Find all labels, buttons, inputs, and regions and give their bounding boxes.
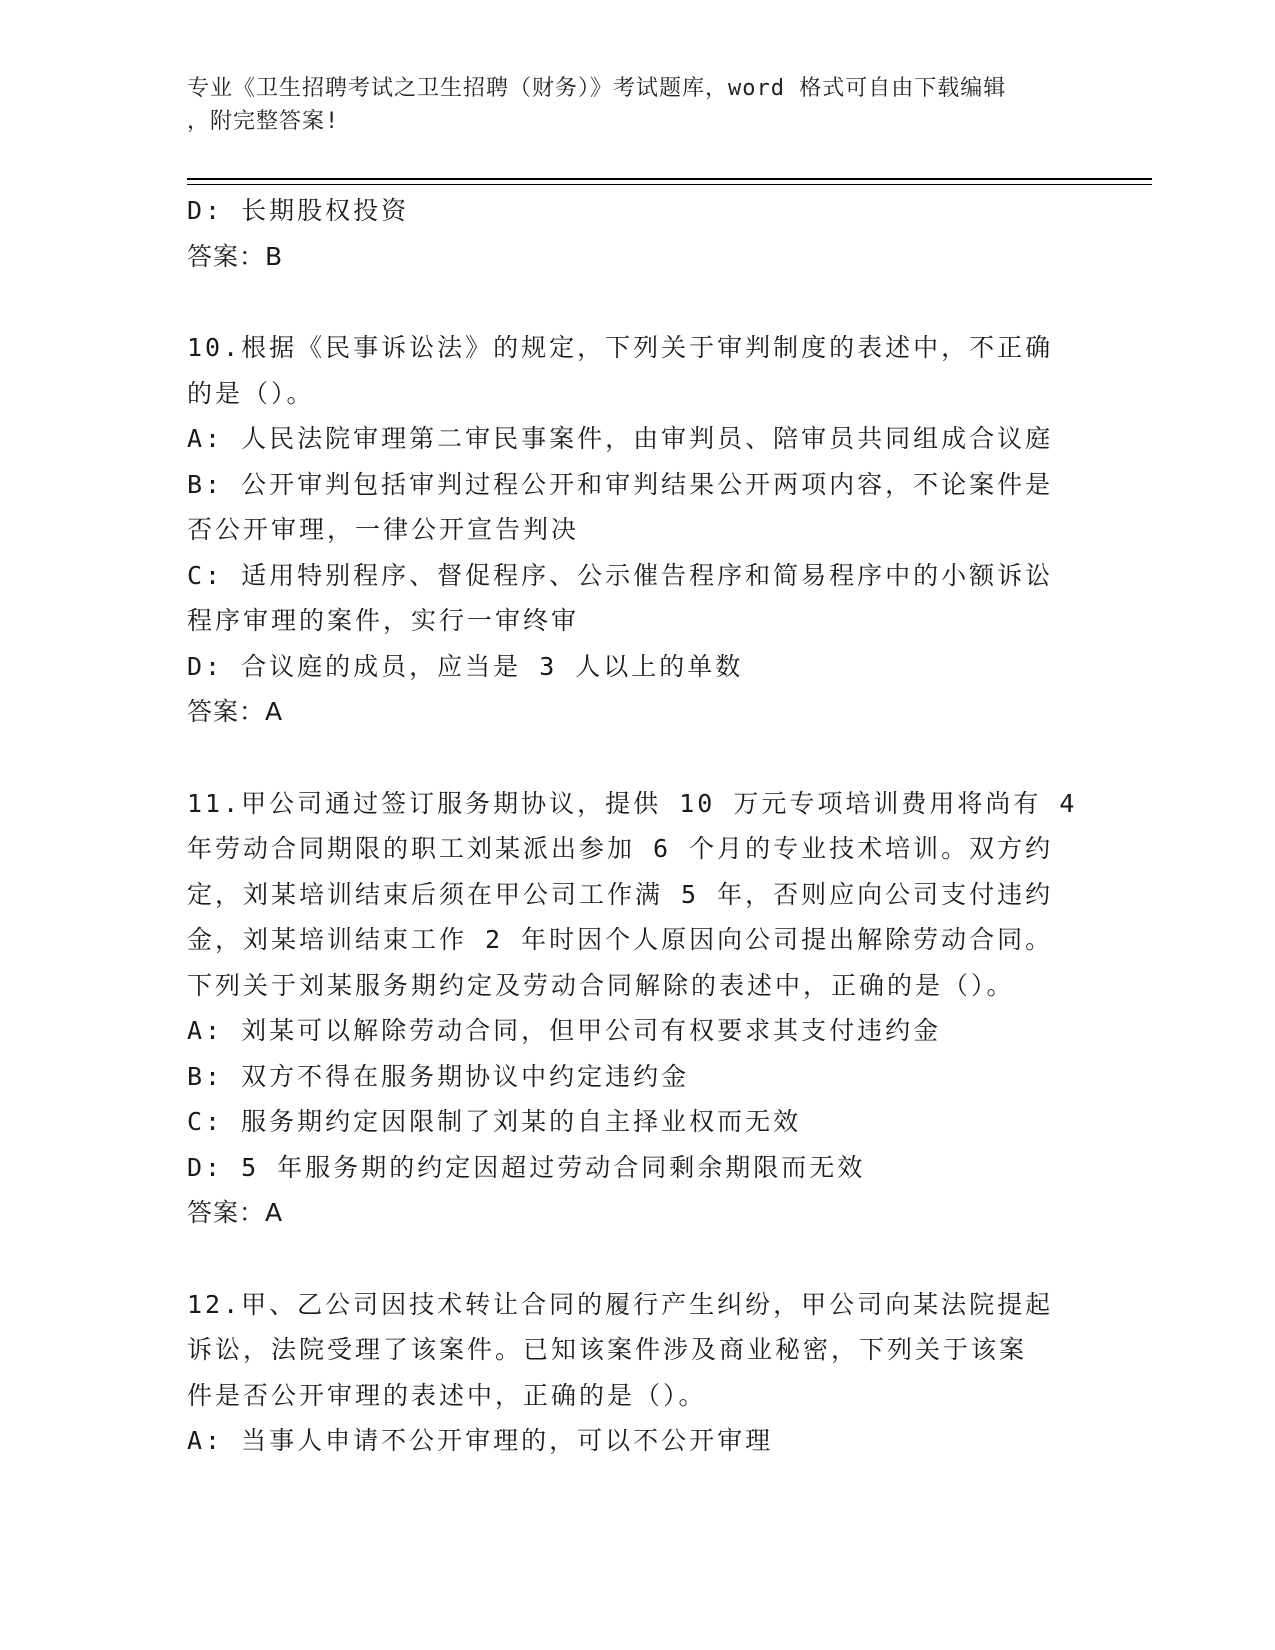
option-d: D: 合议庭的成员，应当是 3 人以上的单数 xyxy=(187,651,744,681)
question-stem: 金，刘某培训结束工作 2 年时因个人原因向公司提出解除劳动合同。 xyxy=(187,925,1054,954)
spacer xyxy=(187,279,1087,325)
document-header xyxy=(187,72,1087,138)
header-line-1: 专业《卫生招聘考试之卫生招聘（财务）》考试题库，word 格式可自由下载编辑 xyxy=(187,76,1007,101)
question-stem: 11.甲公司通过签订服务期协议，提供 10 万元专项培训费用将尚有 4 xyxy=(187,788,1078,818)
header-rule-thick xyxy=(187,178,1152,180)
answer-line: 答案：A xyxy=(187,697,284,726)
option-a: A: 刘某可以解除劳动合同，但甲公司有权要求其支付违约金 xyxy=(187,1016,942,1045)
spacer xyxy=(187,1236,1087,1282)
answer-line: 答案：A xyxy=(187,1198,284,1227)
question-stem: 下列关于刘某服务期约定及劳动合同解除的表述中，正确的是（）。 xyxy=(187,970,1015,1000)
option-a: A: 当事人申请不公开审理的，可以不公开审理 xyxy=(187,1426,774,1455)
question-10 xyxy=(187,325,1087,735)
option-b: B: 双方不得在服务期协议中约定违约金 xyxy=(187,1061,690,1091)
question-stem: 12.甲、乙公司因技术转让合同的履行产生纠纷，甲公司向某法院提起 xyxy=(187,1289,1054,1319)
question-content xyxy=(187,188,1087,1464)
question-stem: 10.根据《民事诉讼法》的规定，下列关于审判制度的表述中，不正确 xyxy=(187,333,1054,362)
question-stem: 诉讼，法院受理了该案件。已知该案件涉及商业秘密，下列关于该案 xyxy=(187,1335,1028,1364)
question-11 xyxy=(187,781,1087,1236)
option-a: A: 人民法院审理第二审民事案件，由审判员、陪审员共同组成合议庭 xyxy=(187,424,1054,453)
header-rule-thin xyxy=(187,184,1152,185)
option-c-continued: 程序审理的案件，实行一审终审 xyxy=(187,606,580,635)
option-d: D: 5 年服务期的约定因超过劳动合同剩余期限而无效 xyxy=(187,1152,866,1182)
option-c: C: 服务期约定因限制了刘某的自主择业权而无效 xyxy=(187,1107,802,1136)
question-stem: 年劳动合同期限的职工刘某派出参加 6 个月的专业技术培训。双方约 xyxy=(187,834,1054,863)
question-stem: 定，刘某培训结束后须在甲公司工作满 5 年，否则应向公司支付违约 xyxy=(187,879,1054,909)
option-b-continued: 否公开审理，一律公开宣告判决 xyxy=(187,515,580,544)
question-12 xyxy=(187,1282,1087,1464)
spacer xyxy=(187,735,1087,781)
option-d: D: 长期股权投资 xyxy=(187,196,410,225)
answer-line: 答案：B xyxy=(187,241,284,271)
option-b: B: 公开审判包括审判过程公开和审判结果公开两项内容，不论案件是 xyxy=(187,469,1054,499)
question-stem: 的是（）。 xyxy=(187,378,315,408)
option-c: C: 适用特别程序、督促程序、公示催告程序和简易程序中的小额诉讼 xyxy=(187,560,1054,590)
question-9-tail xyxy=(187,188,1087,279)
question-stem: 件是否公开审理的表述中，正确的是（）。 xyxy=(187,1380,707,1410)
header-line-2: ，附完整答案! xyxy=(187,109,340,134)
